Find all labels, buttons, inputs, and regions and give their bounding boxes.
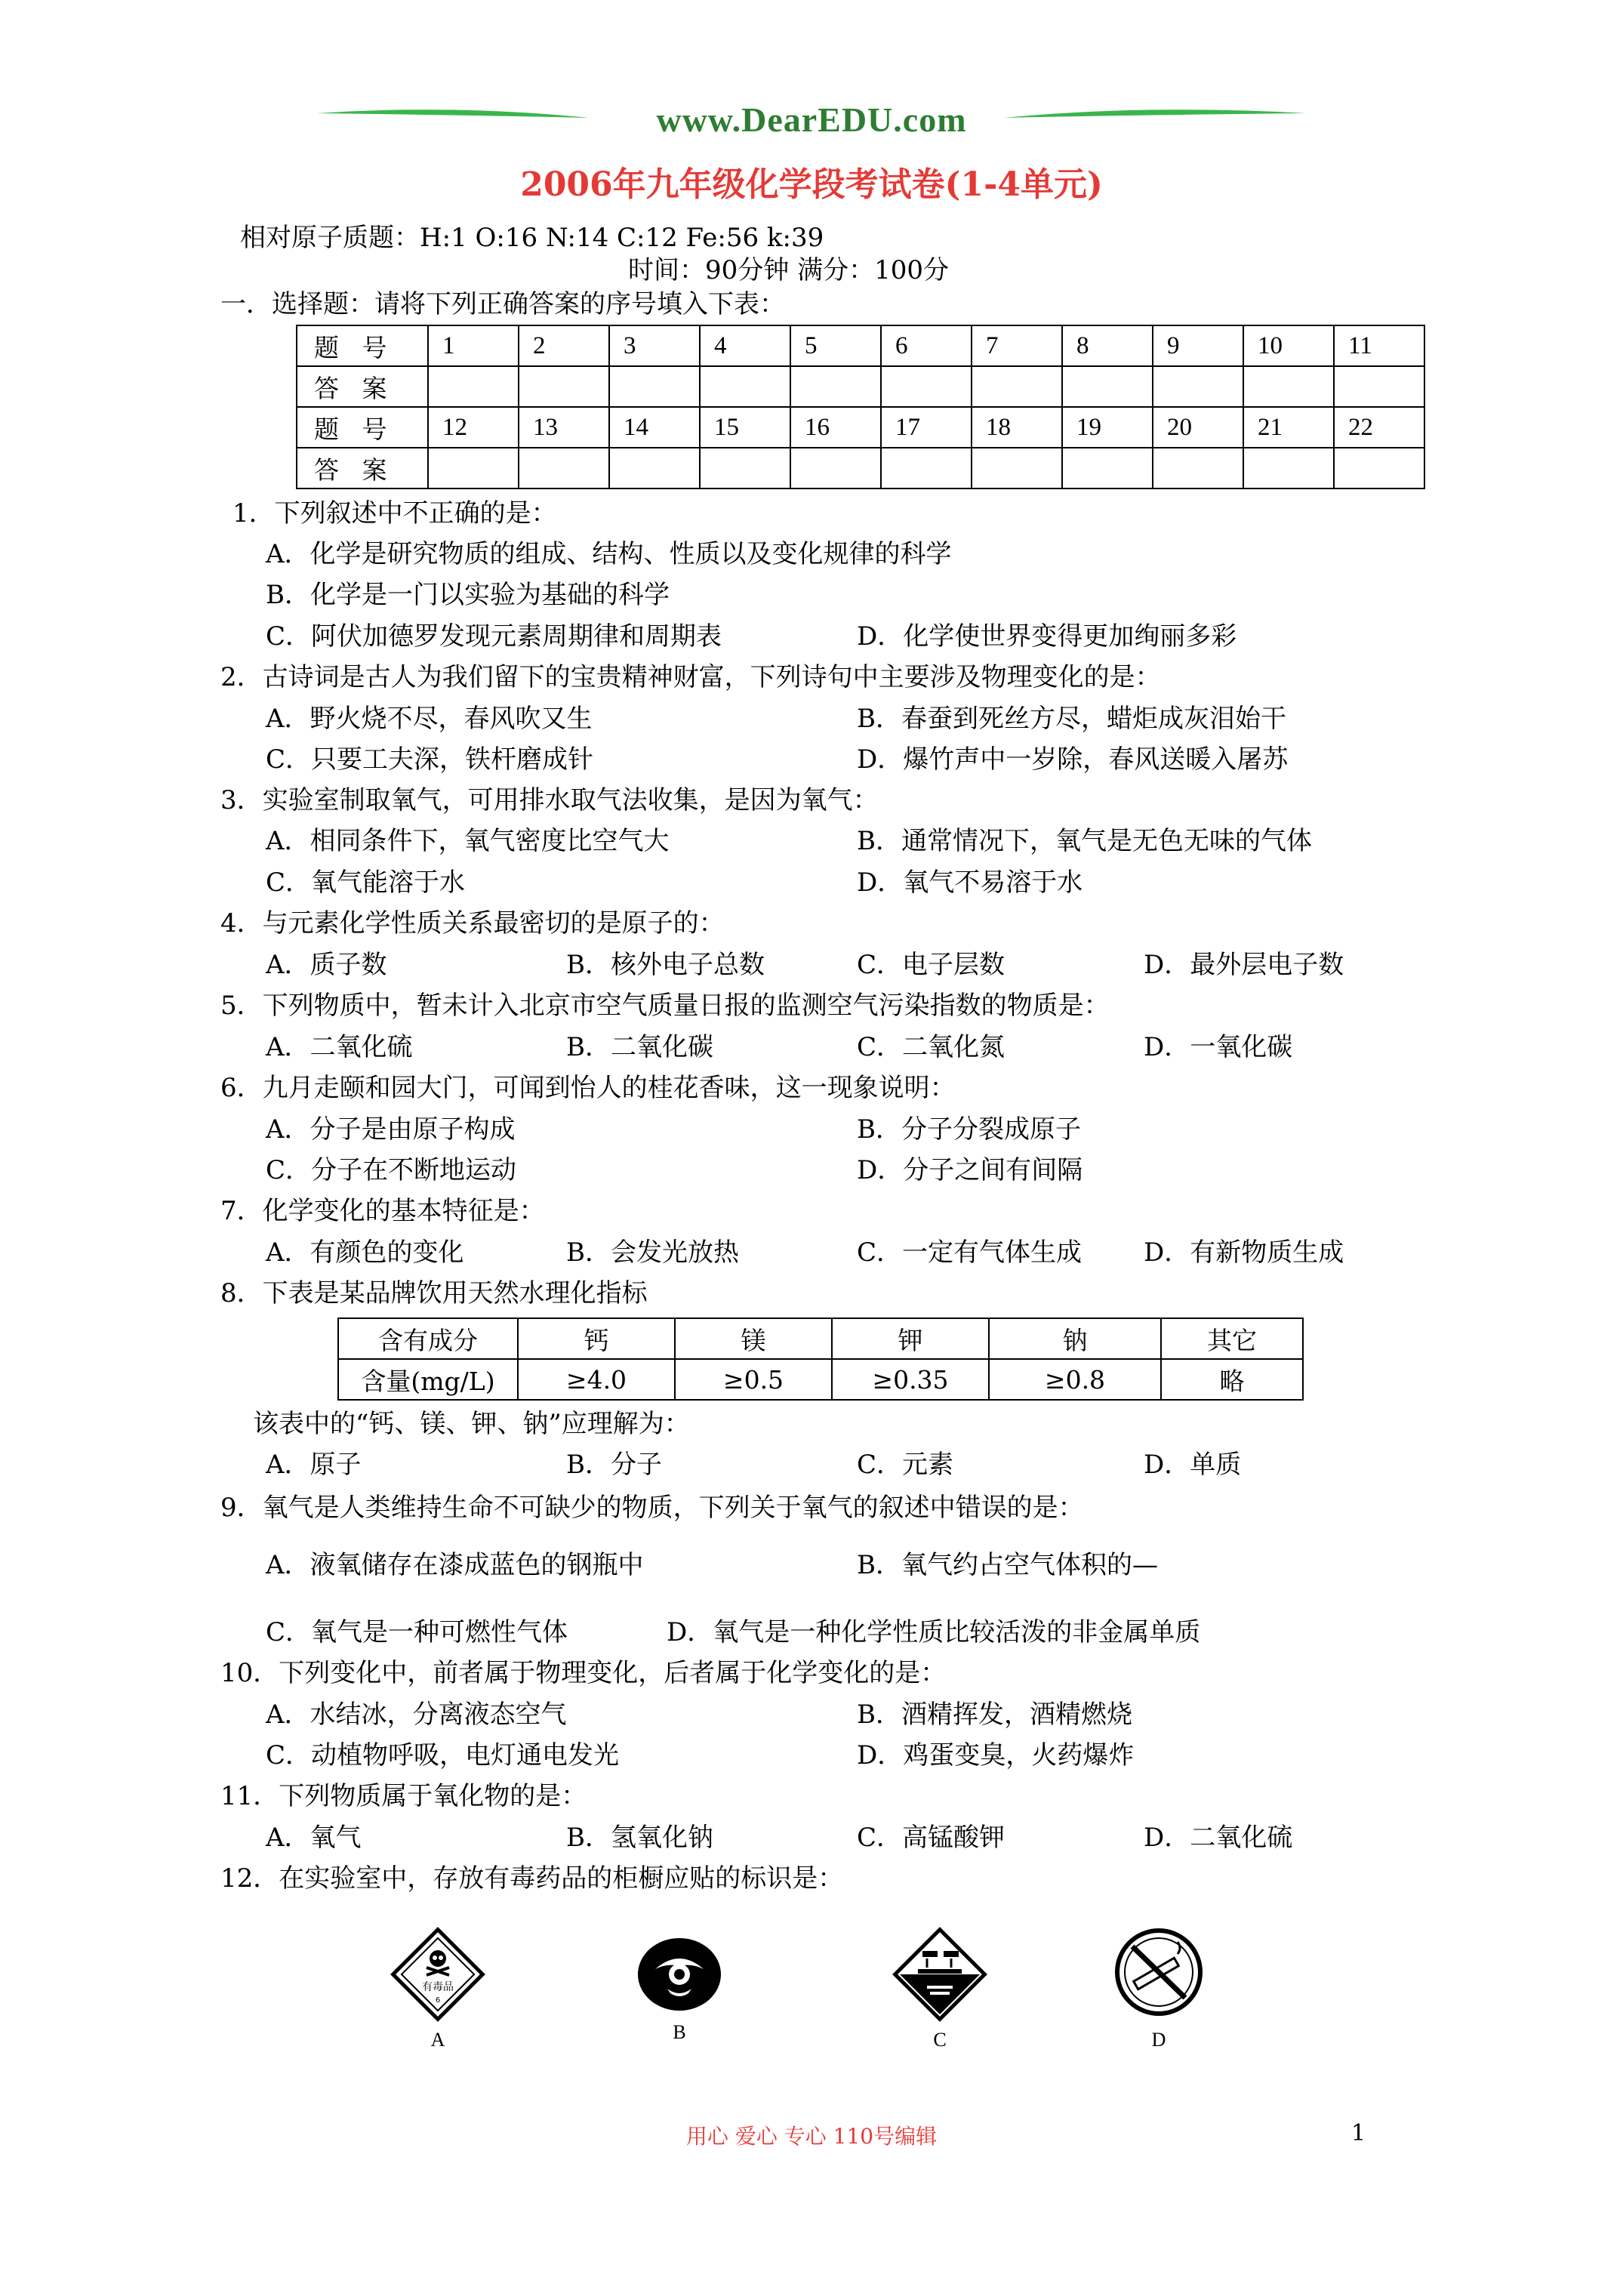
- answer-cell[interactable]: [790, 366, 881, 407]
- answer-cell[interactable]: [428, 366, 519, 407]
- table-cell: 答 案: [297, 366, 428, 407]
- table-cell: ≥0.8: [989, 1359, 1161, 1400]
- answer-cell[interactable]: [972, 366, 1062, 407]
- question-stem: 11．下列物质属于氧化物的是：: [220, 1781, 587, 1811]
- option-b: B．氧气约占空气体积的—: [857, 1550, 1158, 1580]
- option-b: B．核外电子总数: [566, 950, 765, 980]
- option-a: A．水结冰，分离液态空气: [266, 1700, 567, 1730]
- table-cell: 钠: [989, 1318, 1161, 1359]
- table-cell: 题 号: [297, 325, 428, 366]
- no-smoking-icon: [1110, 1925, 1208, 2023]
- table-row: [297, 366, 1424, 407]
- table-cell: 19: [1062, 407, 1153, 448]
- answer-cell[interactable]: [1153, 366, 1243, 407]
- table-cell: 镁: [675, 1318, 832, 1359]
- answer-cell[interactable]: [609, 448, 700, 488]
- answer-cell[interactable]: [881, 448, 972, 488]
- answer-cell[interactable]: [1153, 448, 1243, 488]
- option-b: B．分子分裂成原子: [857, 1114, 1081, 1145]
- table-cell: 其它: [1161, 1318, 1303, 1359]
- option-c: C．氧气能溶于水: [266, 868, 466, 898]
- answer-cell[interactable]: [972, 448, 1062, 488]
- option-b: B．通常情况下，氧气是无色无味的气体: [857, 826, 1312, 856]
- option-c: C．元素: [857, 1450, 954, 1480]
- table-cell: 8: [1062, 325, 1153, 366]
- sign-label: A: [430, 2029, 445, 2051]
- table-cell: 21: [1243, 407, 1334, 448]
- question-stem: 1．下列叙述中不正确的是：: [233, 498, 557, 529]
- answer-cell[interactable]: [790, 448, 881, 488]
- option-a: A．原子: [266, 1450, 362, 1480]
- option-d: D．一氧化碳: [1144, 1032, 1293, 1062]
- option-d: D．有新物质生成: [1144, 1237, 1344, 1268]
- answer-cell[interactable]: [700, 366, 790, 407]
- option-d: D．氧气是一种化学性质比较活泼的非金属单质: [667, 1617, 1201, 1647]
- option-b: B．化学是一门以实验为基础的科学: [266, 580, 670, 610]
- sign-label: B: [673, 2021, 686, 2043]
- question-stem: 3．实验室制取氧气，可用排水取气法收集，是因为氧气：: [220, 785, 879, 815]
- answer-cell[interactable]: [700, 448, 790, 488]
- answer-cell[interactable]: [881, 366, 972, 407]
- table-row: [297, 448, 1424, 488]
- question-stem: 4．与元素化学性质关系最密切的是原子的：: [220, 908, 725, 938]
- option-a: A．二氧化硫: [266, 1032, 413, 1062]
- table-cell: 16: [790, 407, 881, 448]
- table-cell: 11: [1334, 325, 1424, 366]
- question-stem: 5．下列物质中，暂未计入北京市空气质量日报的监测空气污染指数的物质是：: [220, 991, 1110, 1021]
- option-d: D．分子之间有间隔: [857, 1155, 1083, 1185]
- site-url[interactable]: www.DearEDU.com: [656, 100, 967, 139]
- option-a: A．氧气: [266, 1823, 362, 1853]
- corrosive-icon: [891, 1925, 989, 2023]
- option-a: A．有颜色的变化: [266, 1237, 464, 1268]
- answer-cell[interactable]: [1062, 448, 1153, 488]
- table-cell: 22: [1334, 407, 1424, 448]
- option-c: C．氧气是一种可燃性气体: [266, 1617, 568, 1647]
- question-stem: 9．氧气是人类维持生命不可缺少的物质，下列关于氧气的叙述中错误的是：: [220, 1493, 1084, 1523]
- answer-cell[interactable]: [1334, 448, 1424, 488]
- answer-cell[interactable]: [1062, 366, 1153, 407]
- table-cell: 3: [609, 325, 700, 366]
- option-c: C．动植物呼吸，电灯通电发光: [266, 1740, 620, 1771]
- mineral-water-table: [337, 1318, 1304, 1401]
- option-c: C．阿伏加德罗发现元素周期律和周期表: [266, 621, 722, 652]
- table-note: 该表中的“钙、镁、钾、钠”应理解为：: [253, 1409, 690, 1439]
- option-d: D．最外层电子数: [1144, 950, 1344, 980]
- atomic-masses: 相对原子质题：H:1 O:16 N:14 C:12 Fe:56 k:39: [240, 223, 824, 253]
- table-cell: 含量(mg/L): [338, 1359, 518, 1400]
- answer-cell[interactable]: [1243, 448, 1334, 488]
- page-title: 2006年九年级化学段考试卷(1-4单元): [520, 165, 1103, 204]
- page-number: 1: [1351, 2120, 1366, 2147]
- sign-c[interactable]: [891, 1925, 989, 2051]
- question-stem: 2．古诗词是古人为我们留下的宝贵精神财富，下列诗句中主要涉及物理变化的是：: [220, 662, 1161, 692]
- option-b: B．酒精挥发，酒精燃烧: [857, 1700, 1132, 1730]
- sign-b[interactable]: [634, 1933, 725, 2044]
- option-a: A．化学是研究物质的组成、结构、性质以及变化规律的科学: [266, 539, 952, 569]
- option-a: A．质子数: [266, 950, 387, 980]
- hazard-signs: [377, 1925, 1246, 2061]
- option-c: C．一定有气体生成: [857, 1237, 1083, 1268]
- option-b: B．分子: [566, 1450, 662, 1480]
- option-c: C．只要工夫深，铁杆磨成针: [266, 744, 594, 775]
- svg-text:6: 6: [435, 1996, 441, 2005]
- table-cell: 题 号: [297, 407, 428, 448]
- table-cell: ≥0.5: [675, 1359, 832, 1400]
- sign-label: D: [1151, 2029, 1166, 2051]
- table-cell: ≥4.0: [518, 1359, 675, 1400]
- answer-table: [296, 325, 1425, 489]
- option-a: A．液氧储存在漆成蓝色的钢瓶中: [266, 1550, 644, 1580]
- site-banner: [302, 97, 1321, 142]
- table-cell: 答 案: [297, 448, 428, 488]
- question-stem: 8．下表是某品牌饮用天然水理化指标: [220, 1278, 648, 1308]
- table-cell: 略: [1161, 1359, 1303, 1400]
- table-cell: 10: [1243, 325, 1334, 366]
- table-cell: 15: [700, 407, 790, 448]
- table-cell: 9: [1153, 325, 1243, 366]
- answer-cell[interactable]: [428, 448, 519, 488]
- question-stem: 7．化学变化的基本特征是：: [220, 1196, 545, 1226]
- option-b: B．春蚕到死丝方尽，蜡炬成灰泪始干: [857, 704, 1286, 734]
- table-row: [338, 1359, 1303, 1400]
- toxic-label: 有毒品: [422, 1981, 454, 1993]
- question-stem: 6．九月走颐和园大门，可闻到怡人的桂花香味，这一现象说明：: [220, 1073, 956, 1103]
- sign-label: C: [933, 2029, 947, 2051]
- answer-cell[interactable]: [609, 366, 700, 407]
- table-cell: 钾: [832, 1318, 989, 1359]
- table-cell: 20: [1153, 407, 1243, 448]
- option-a: A．野火烧不尽，春风吹又生: [266, 704, 593, 734]
- option-c: C．高锰酸钾: [857, 1823, 1006, 1853]
- sign-a[interactable]: [389, 1925, 487, 2051]
- option-c: C．分子在不断地运动: [266, 1155, 517, 1185]
- table-cell: 7: [972, 325, 1062, 366]
- answer-cell[interactable]: [1334, 366, 1424, 407]
- question-stem: 12．在实验室中，存放有毒药品的柜橱应贴的标识是：: [220, 1863, 844, 1894]
- table-cell: 13: [519, 407, 609, 448]
- answer-cell[interactable]: [519, 448, 609, 488]
- toxic-diamond-icon: [389, 1925, 487, 2023]
- table-cell: 12: [428, 407, 519, 448]
- option-d: D．单质: [1144, 1450, 1242, 1480]
- option-d: D．二氧化硫: [1144, 1823, 1293, 1853]
- answer-cell[interactable]: [1243, 366, 1334, 407]
- footer-text: 用心 爱心 专心 110号编辑: [685, 2124, 938, 2149]
- option-b: B．二氧化碳: [566, 1032, 713, 1062]
- table-cell: 17: [881, 407, 972, 448]
- table-cell: 含有成分: [338, 1318, 518, 1359]
- sign-d[interactable]: [1110, 1925, 1208, 2051]
- option-d: D．化学使世界变得更加绚丽多彩: [857, 621, 1237, 652]
- option-a: A．分子是由原子构成: [266, 1114, 516, 1145]
- table-cell: 4: [700, 325, 790, 366]
- table-row: [297, 407, 1424, 448]
- option-a: A．相同条件下，氧气密度比空气大: [266, 826, 670, 856]
- option-c: C．二氧化氮: [857, 1032, 1006, 1062]
- option-d: D．鸡蛋变臭，火药爆炸: [857, 1740, 1135, 1771]
- section-heading: 一．选择题：请将下列正确答案的序号填入下表：: [220, 289, 785, 319]
- radiation-icon: [634, 1933, 725, 2016]
- table-cell: 2: [519, 325, 609, 366]
- option-d: D．爆竹声中一岁除，春风送暖入屠苏: [857, 744, 1289, 775]
- option-d: D．氧气不易溶于水: [857, 868, 1083, 898]
- table-cell: 1: [428, 325, 519, 366]
- table-cell: 钙: [518, 1318, 675, 1359]
- answer-cell[interactable]: [519, 366, 609, 407]
- table-row: [338, 1318, 1303, 1359]
- table-cell: 14: [609, 407, 700, 448]
- option-b: B．氢氧化钠: [566, 1823, 713, 1853]
- option-b: B．会发光放热: [566, 1237, 739, 1268]
- question-stem: 10．下列变化中，前者属于物理变化，后者属于化学变化的是：: [220, 1658, 947, 1688]
- option-c: C．电子层数: [857, 950, 1006, 980]
- table-cell: 6: [881, 325, 972, 366]
- table-cell: ≥0.35: [832, 1359, 989, 1400]
- table-cell: 5: [790, 325, 881, 366]
- time-score: 时间：90分钟 满分：100分: [628, 255, 949, 285]
- table-cell: 18: [972, 407, 1062, 448]
- table-row: [297, 325, 1424, 366]
